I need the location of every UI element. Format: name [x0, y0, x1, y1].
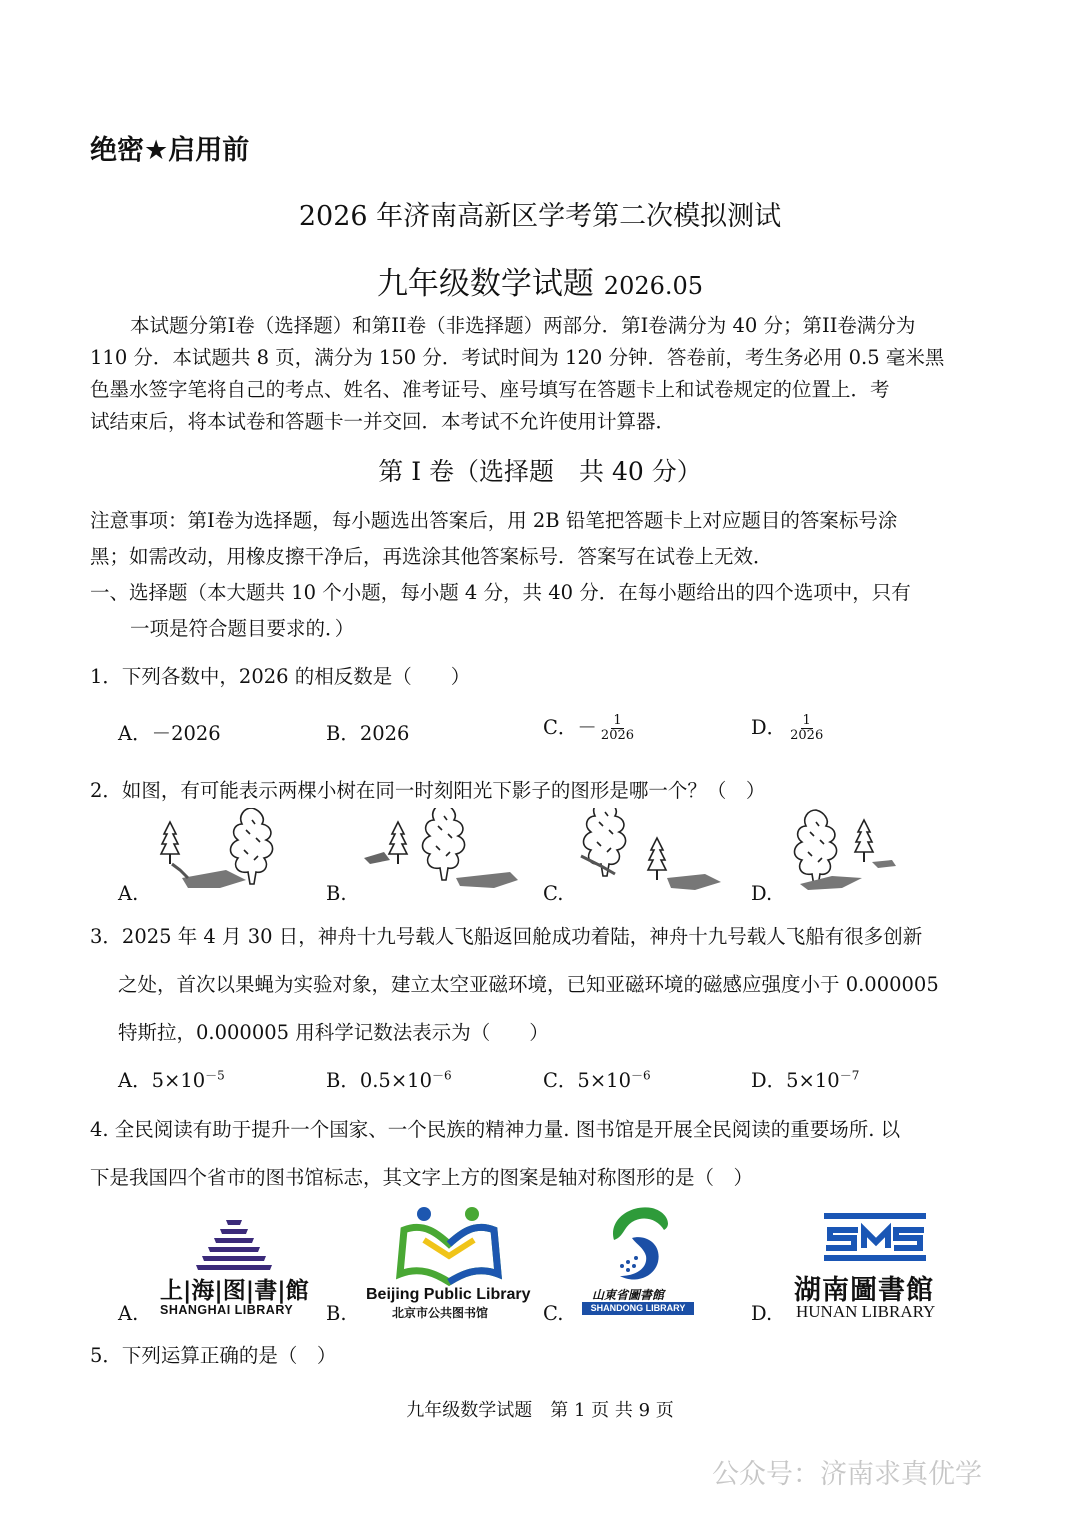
- exam-date: 2026.05: [603, 272, 704, 300]
- shandong-library-logo: [606, 1204, 676, 1288]
- q4-option-d: D.: [751, 1302, 773, 1325]
- confidential-label: 绝密★启用前: [90, 135, 250, 166]
- q3-d-base: D．5×10: [751, 1069, 840, 1092]
- q1-d-numerator: 1: [802, 713, 811, 728]
- q3-option-b: [326, 1065, 452, 1093]
- q3-option-d: [751, 1065, 859, 1093]
- q3-option-c: [543, 1065, 651, 1093]
- q4-option-b: B.: [326, 1302, 347, 1325]
- beijing-logo-cn: 北京市公共图书馆: [392, 1306, 489, 1320]
- q1-c-denominator: 2026: [600, 728, 635, 743]
- q2-option-a: A.: [118, 882, 139, 905]
- shanghai-logo-en: SHANGHAI LIBRARY: [160, 1303, 294, 1317]
- watermark: 公众号：济南求真优学: [712, 1459, 982, 1490]
- q3-c-base: C．5×10: [543, 1069, 631, 1092]
- question-1-stem: 1．下列各数中，2026 的相反数是（ ）: [90, 665, 471, 688]
- beijing-library-logo: [394, 1204, 504, 1286]
- q3-b-exponent: －6: [432, 1068, 452, 1083]
- part-heading-cont: 一项是符合题目要求的．）: [130, 617, 355, 640]
- question-4-line1: 4. 全民阅读有助于提升一个国家、一个民族的精神力量. 图书馆是开展全民阅读的重要场所. 以: [90, 1118, 901, 1141]
- instructions: [90, 310, 990, 438]
- tree-shadow-figures: [150, 808, 980, 900]
- hunan-logo-en: HUNAN LIBRARY: [796, 1302, 936, 1321]
- q1-d-fraction: [790, 714, 823, 743]
- instructions-line: 试结束后，将本试卷和答题卡一并交回．本考试不允许使用计算器．: [90, 410, 676, 433]
- section-title: 第 I 卷（选择题 共 40 分）: [378, 457, 702, 486]
- question-5-stem: 5．下列运算正确的是（ ）: [90, 1344, 337, 1367]
- subject-title: 九年级数学试题: [376, 266, 594, 302]
- q4-option-c: C.: [543, 1302, 564, 1325]
- question-4-line2: 下是我国四个省市的图书馆标志，其文字上方的图案是轴对称图形的是（ ）: [90, 1166, 754, 1189]
- beijing-logo-en: Beijing Public Library: [366, 1286, 531, 1303]
- exam-subtitle: [0, 258, 1080, 303]
- q1-option-b: B．2026: [326, 722, 410, 745]
- q3-option-a: [118, 1065, 225, 1093]
- q2-option-b: B.: [326, 882, 347, 905]
- q3-a-base: A．5×10: [118, 1069, 206, 1092]
- hunan-logo-cn: 湖南圖書館: [794, 1275, 934, 1306]
- question-3-line3: 特斯拉，0.000005 用科学记数法表示为（ ）: [118, 1021, 549, 1044]
- q2-option-d: D.: [751, 882, 773, 905]
- option-a-figure: [161, 808, 273, 888]
- notice-line: 黑；如需改动，用橡皮擦干净后，再选涂其他答案标号．答案写在试卷上无效．: [90, 545, 773, 568]
- q1-c-label: C．－: [543, 716, 597, 739]
- q1-d-denominator: 2026: [790, 728, 824, 743]
- instructions-line: 本试题分第I卷（选择题）和第II卷（非选择题）两部分．第I卷满分为 40 分；第II卷满分为: [130, 314, 916, 337]
- page-footer: 九年级数学试题 第 1 页 共 9 页: [406, 1400, 674, 1421]
- q1-d-label: D．: [751, 716, 787, 739]
- q1-option-a: A．－2026: [118, 722, 221, 745]
- q4-option-a: A.: [118, 1302, 139, 1325]
- q2-option-c: C.: [543, 882, 564, 905]
- q1-c-fraction: [601, 714, 634, 743]
- q1-option-c: [543, 712, 634, 743]
- hunan-library-logo: [820, 1212, 930, 1262]
- question-3-line2: 之处，首次以果蝇为实验对象，建立太空亚磁环境，已知亚磁环境的磁感应强度小于 0.000005: [118, 973, 939, 996]
- q3-a-exponent: －5: [205, 1068, 225, 1083]
- instructions-line: 色墨水签字笔将自己的考点、姓名、准考证号、座号填写在答题卡上和试卷规定的位置上．考: [90, 378, 890, 401]
- part-heading: 一、选择题（本大题共 10 个小题，每小题 4 分，共 40 分．在每小题给出的四个选项中，只有: [90, 581, 911, 604]
- q3-d-exponent: －7: [839, 1068, 860, 1083]
- shandong-logo-cn: 山東省圖書館: [592, 1288, 665, 1302]
- option-c-figure: [581, 808, 721, 890]
- q3-c-exponent: －6: [630, 1068, 651, 1083]
- instructions-line: 110 分．本试题共 8 页，满分为 150 分．考试时间为 120 分钟．答卷前，考生务必用 0.5 毫米黑: [90, 346, 945, 369]
- exam-title: 2026 年济南高新区学考第二次模拟测试: [298, 201, 782, 232]
- option-b-figure: [364, 808, 518, 888]
- question-2-stem: 2．如图，有可能表示两棵小树在同一时刻阳光下影子的图形是哪一个？（ ）: [90, 779, 766, 802]
- question-3-line1: 3．2025 年 4 月 30 日，神舟十九号载人飞船返回舱成功着陆，神舟十九号载人飞船有很多创新: [90, 925, 923, 948]
- shanghai-logo-cn: 上|海|图|書|館: [160, 1278, 309, 1304]
- shandong-logo-en: SHANDONG LIBRARY: [582, 1302, 694, 1315]
- q3-b-base: B．0.5×10: [326, 1069, 432, 1092]
- shanghai-library-logo: [196, 1218, 272, 1272]
- notice: [90, 505, 990, 645]
- option-d-figure: [795, 810, 897, 890]
- q1-c-numerator: 1: [613, 713, 622, 728]
- q1-option-d: [751, 712, 823, 743]
- notice-line: 注意事项：第I卷为选择题，每小题选出答案后，用 2B 铅笔把答题卡上对应题目的答案标号涂: [90, 509, 898, 532]
